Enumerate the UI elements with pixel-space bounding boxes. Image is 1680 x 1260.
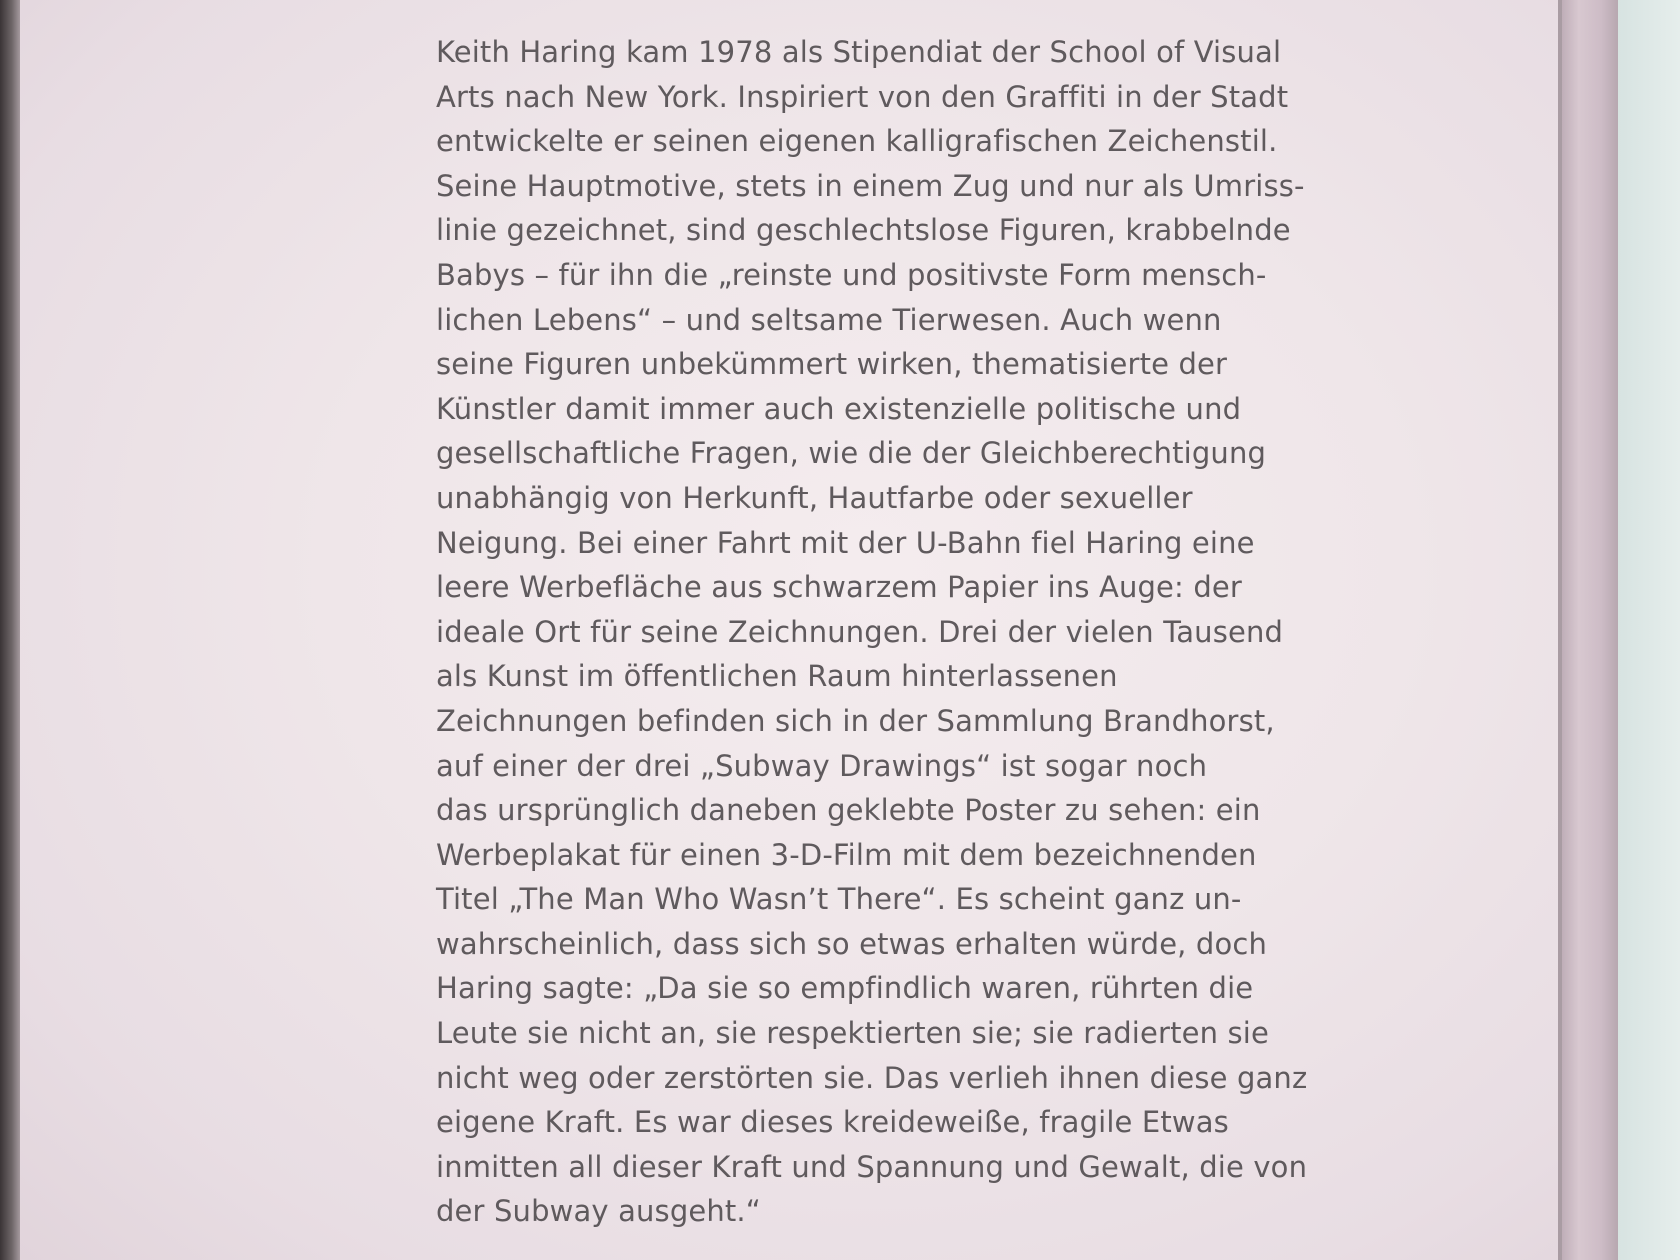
text-line: wahrscheinlich, dass sich so etwas erhalten würde, doch: [436, 926, 1267, 961]
text-line: unabhängig von Herkunft, Hautfarbe oder sexueller: [436, 480, 1193, 515]
text-line: entwickelte er seinen eigenen kalligrafischen Zeichenstil.: [436, 124, 1278, 159]
placard-text: [436, 30, 1308, 1234]
text-line: Babys – für ihn die „reinste und positivste Form mensch-: [436, 257, 1267, 292]
text-line: auf einer der drei „Subway Drawings“ ist sogar noch: [436, 748, 1208, 783]
text-line: inmitten all dieser Kraft und Spannung und Gewalt, die von: [436, 1149, 1308, 1184]
text-line: Titel „The Man Who Wasn’t There“. Es scheint ganz un-: [436, 882, 1242, 917]
text-line: leere Werbefläche aus schwarzem Papier ins Auge: der: [436, 570, 1242, 605]
text-line: Werbeplakat für einen 3-D-Film mit dem bezeichnenden: [436, 837, 1257, 872]
wall-placard: [20, 0, 1560, 1260]
text-line: Neigung. Bei einer Fahrt mit der U-Bahn fiel Haring eine: [436, 525, 1255, 560]
text-line: Zeichnungen befinden sich in der Sammlung Brandhorst,: [436, 703, 1275, 738]
text-line: linie gezeichnet, sind geschlechtslose Figuren, krabbelnde: [436, 213, 1291, 248]
text-line: Leute sie nicht an, sie respektierten sie; sie radierten sie: [436, 1016, 1269, 1051]
text-line: seine Figuren unbekümmert wirken, thematisierte der: [436, 347, 1228, 382]
wall-background: [1618, 0, 1680, 1260]
text-line: als Kunst im öffentlichen Raum hinterlassenen: [436, 659, 1118, 694]
text-line: lichen Lebens“ – und seltsame Tierwesen. Auch wenn: [436, 302, 1222, 337]
text-line: nicht weg oder zerstörten sie. Das verlieh ihnen diese ganz: [436, 1060, 1308, 1095]
frame-strip: [1562, 0, 1618, 1260]
text-line: Künstler damit immer auch existenzielle politische und: [436, 391, 1242, 426]
text-line: Haring sagte: „Da sie so empfindlich waren, rührten die: [436, 971, 1254, 1006]
text-line: das ursprünglich daneben geklebte Poster zu sehen: ein: [436, 793, 1261, 828]
text-line: Arts nach New York. Inspiriert von den Graffiti in der Stadt: [436, 79, 1289, 114]
text-line: der Subway ausgeht.“: [436, 1194, 761, 1229]
text-line: eigene Kraft. Es war dieses kreideweiße, fragile Etwas: [436, 1105, 1229, 1140]
text-line: gesellschaftliche Fragen, wie die der Gleichberechtigung: [436, 436, 1267, 471]
text-line: Seine Hauptmotive, stets in einem Zug und nur als Umriss-: [436, 168, 1305, 203]
text-line: ideale Ort für seine Zeichnungen. Drei der vielen Tausend: [436, 614, 1284, 649]
text-line: Keith Haring kam 1978 als Stipendiat der School of Visual: [436, 35, 1282, 69]
